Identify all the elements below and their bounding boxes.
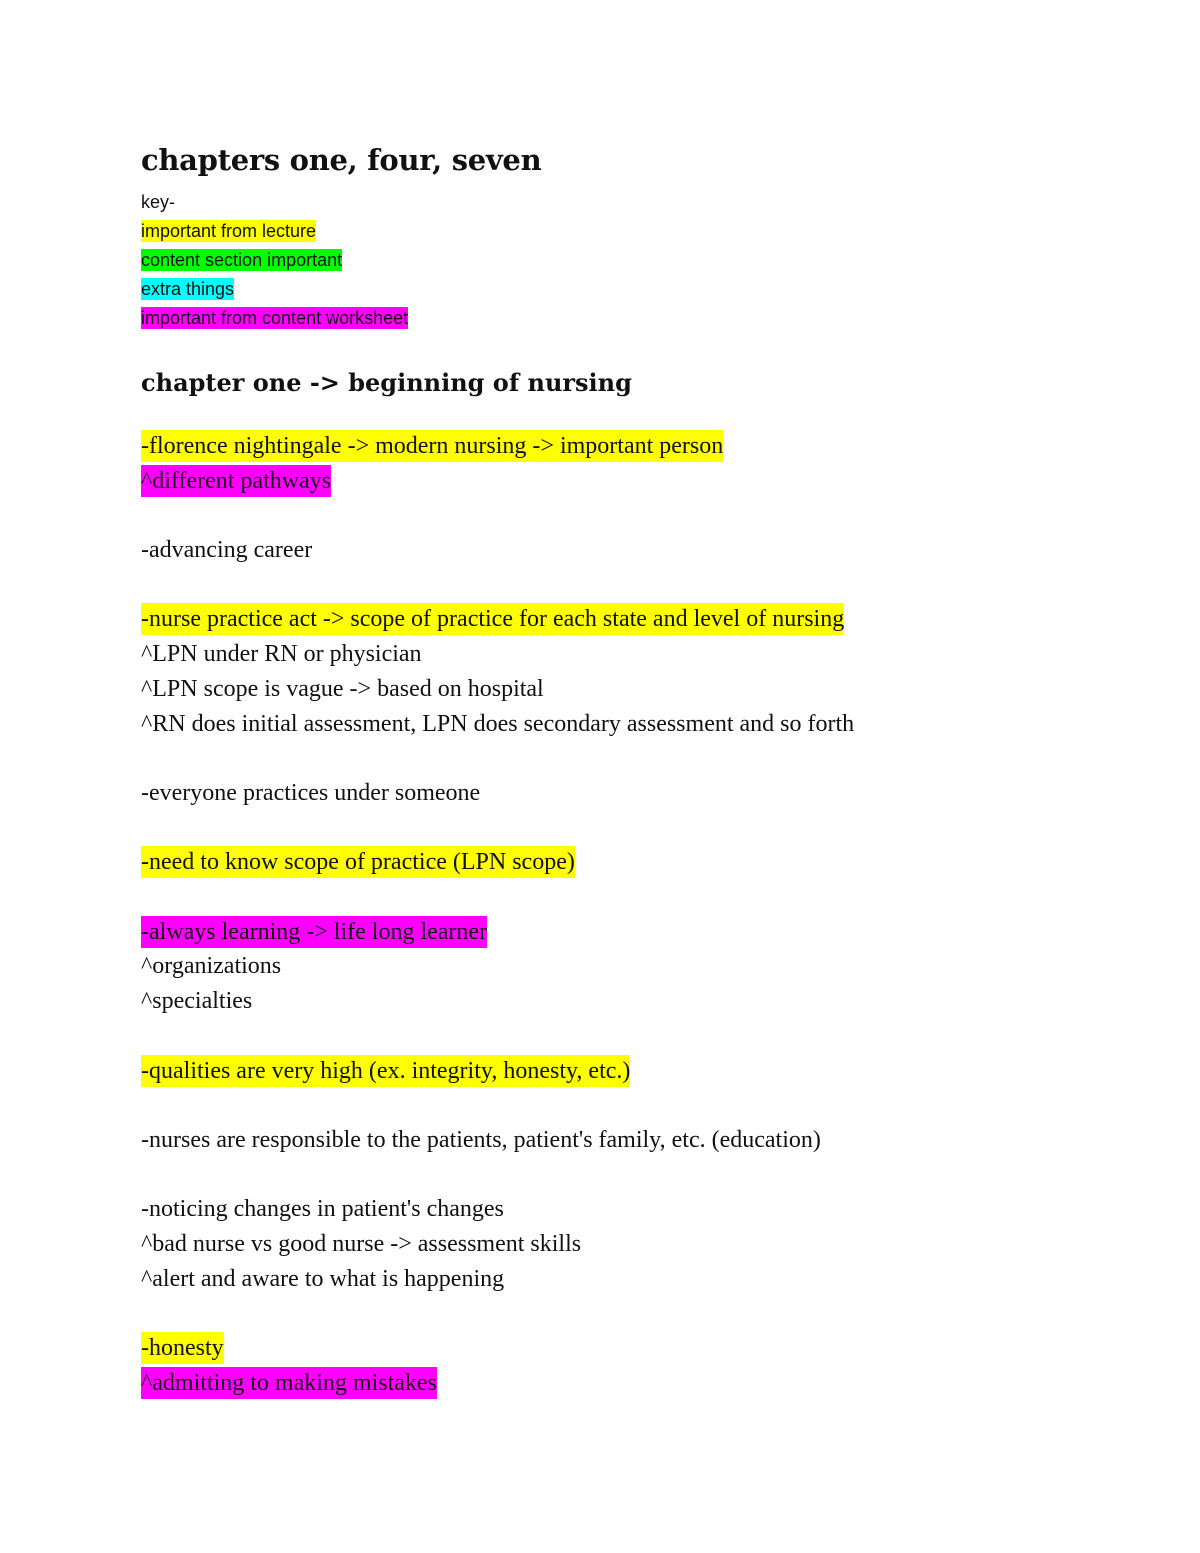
note-text: -advancing career — [141, 537, 313, 564]
note-line — [141, 1054, 1101, 1089]
blank-line — [141, 1296, 1101, 1331]
key-item-text: extra things — [141, 279, 235, 299]
note-text: -nurses are responsible to the patients, patient's family, etc. (education) — [141, 1126, 821, 1153]
note-line — [141, 1262, 1101, 1297]
key-item-extra — [141, 275, 1101, 304]
blank-line — [141, 741, 1101, 776]
key-item-content-section — [141, 246, 1101, 275]
note-text: -florence nightingale -> modern nursing -> important person — [141, 430, 723, 462]
note-line — [141, 464, 1101, 499]
note-line — [141, 776, 1101, 811]
note-text: ^different pathways — [141, 465, 331, 497]
note-text: -noticing changes in patient's changes — [141, 1196, 504, 1223]
note-line — [141, 429, 1101, 464]
note-text: -honesty — [141, 1332, 224, 1364]
blank-line — [141, 811, 1101, 846]
note-line — [141, 533, 1101, 568]
note-text: ^alert and aware to what is happening — [141, 1265, 505, 1292]
blank-line — [141, 1158, 1101, 1193]
note-text: ^RN does initial assessment, LPN does secondary assessment and so forth — [141, 710, 855, 737]
note-text: -need to know scope of practice (LPN scope) — [141, 846, 575, 878]
blank-line — [141, 1088, 1101, 1123]
note-line — [141, 1331, 1101, 1366]
note-line — [141, 707, 1101, 742]
note-line — [141, 915, 1101, 950]
key-item-text: important from content worksheet — [141, 308, 409, 328]
note-line — [141, 949, 1101, 984]
note-line — [141, 845, 1101, 880]
note-text: ^specialties — [141, 988, 253, 1015]
note-line — [141, 1123, 1101, 1158]
document-page — [141, 138, 1101, 1401]
note-line — [141, 637, 1101, 672]
note-text: ^organizations — [141, 953, 282, 980]
note-text: ^admitting to making mistakes — [141, 1367, 437, 1399]
note-text: ^LPN scope is vague -> based on hospital — [141, 675, 544, 702]
note-line — [141, 1366, 1101, 1401]
note-line — [141, 1192, 1101, 1227]
note-text: -qualities are very high (ex. integrity, honesty, etc.) — [141, 1055, 630, 1087]
document-title: chapters one, four, seven — [141, 143, 542, 177]
key-label: key- — [141, 192, 176, 212]
note-text: -always learning -> life long learner — [141, 916, 487, 948]
blank-line — [141, 880, 1101, 915]
note-text: ^bad nurse vs good nurse -> assessment skills — [141, 1231, 582, 1258]
key-item-lecture — [141, 217, 1101, 246]
blank-line — [141, 568, 1101, 603]
blank-line — [141, 1019, 1101, 1054]
note-text: -everyone practices under someone — [141, 779, 481, 806]
key-item-worksheet — [141, 304, 1101, 333]
blank-line — [141, 498, 1101, 533]
key-item-text: content section important — [141, 250, 343, 270]
note-line — [141, 602, 1101, 637]
note-text: -nurse practice act -> scope of practice for each state and level of nursing — [141, 603, 844, 635]
key-item-text: important from lecture — [141, 221, 317, 241]
note-line — [141, 984, 1101, 1019]
note-text: ^LPN under RN or physician — [141, 641, 422, 668]
note-line — [141, 1227, 1101, 1262]
section-heading: chapter one -> beginning of nursing — [141, 368, 632, 397]
note-line — [141, 672, 1101, 707]
